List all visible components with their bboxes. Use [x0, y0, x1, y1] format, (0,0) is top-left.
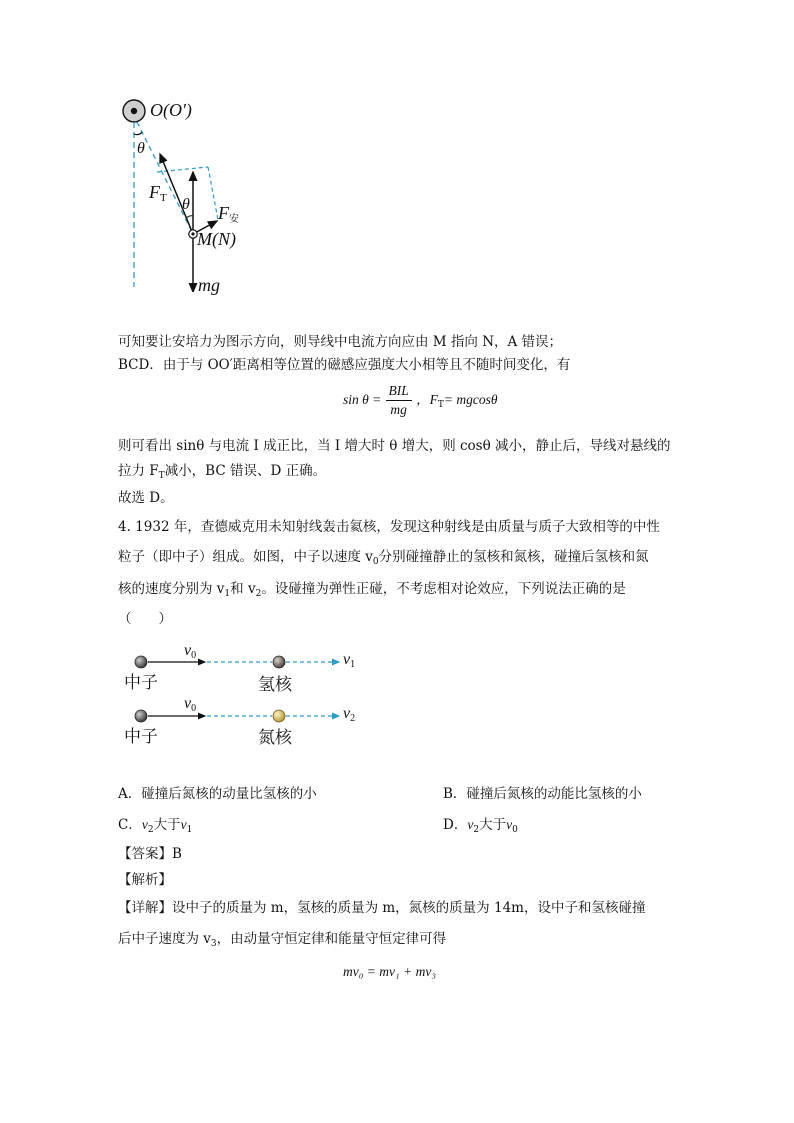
- ampere-label: $F_安$: [218, 203, 239, 225]
- point-label: M(N): [197, 229, 236, 249]
- answer-label: 【答案】B: [118, 846, 182, 862]
- text-line-3: 则可看出 sinθ 与电流 I 成正比，当 I 增大时 θ 增大，则 cosθ 减小，静止后，导线对悬线的: [118, 438, 671, 454]
- formula-1: sin θ = $\frac{\text{BIL}}{mg}$ ，$F_T= mgcos\theta$: [343, 383, 498, 417]
- nitrogen-label: 氮核: [258, 728, 292, 748]
- angle-arc-top: [134, 132, 142, 135]
- question-4-line-3: 核的速度分别为 $v_1$和 $v_2$。设碰撞为弹性正碰，不考虑相对论效应，下列说法正确的是: [118, 581, 626, 599]
- string-line: [137, 122, 193, 234]
- hydrogen-label: 氢核: [258, 675, 292, 695]
- text-line-5: 故选 D。: [118, 490, 174, 506]
- v0-label-1: $v_0$: [184, 642, 197, 661]
- angle-arc-mid: [186, 216, 193, 218]
- force-diagram: [110, 92, 270, 292]
- neutron-ball-1: [135, 656, 147, 668]
- option-d: D．$v_2$大于$v_0$: [443, 817, 518, 835]
- theta-top-label: θ: [137, 140, 145, 157]
- pivot-inner: [131, 108, 137, 114]
- v0-label-2: $v_0$: [184, 695, 197, 714]
- hydrogen-ball: [273, 656, 285, 668]
- question-4-blank: （ ）: [118, 611, 172, 627]
- text-line-4: 拉力 $F_T$减小，BC 错误、D 正确。: [118, 463, 327, 481]
- neutron-label-2: 中子: [124, 727, 158, 747]
- option-a: A．碰撞后氮核的动量比氢核的小: [118, 786, 317, 802]
- gravity-label: mg: [198, 275, 220, 295]
- text-line-1: 可知要让安培力为图示方向，则导线中电流方向应由 M 指向 N，A 错误；: [118, 334, 563, 350]
- pivot-label: O(O′): [150, 100, 192, 120]
- option-b: B．碰撞后氮核的动能比氢核的小: [443, 786, 642, 802]
- analysis-label: 【解析】: [118, 872, 172, 888]
- tension-label: $F_T$: [149, 182, 167, 204]
- detail-line-1: 【详解】设中子的质量为 m，氢核的质量为 m，氮核的质量为 14m，设中子和氢核碰撞: [118, 900, 646, 916]
- question-4-line-1: 4. 1932 年，查德威克用未知射线轰击氦核，发现这种射线是由质量与质子大致相等的中性: [118, 519, 660, 535]
- neutron-label-1: 中子: [124, 673, 158, 693]
- theta-mid-label: θ: [182, 196, 190, 213]
- text-line-2: BCD．由于与 OO′距离相等位置的磁感应强度大小相等且不随时间变化，有: [118, 357, 571, 373]
- detail-line-2: 后中子速度为 $v_3$，由动量守恒定律和能量守恒定律可得: [118, 931, 447, 949]
- collision-diagram: [125, 640, 375, 750]
- neutron-ball-2: [135, 710, 147, 722]
- option-c: C．$v_2$大于$v_1$: [118, 817, 193, 835]
- v2-label: $v_2$: [343, 705, 356, 724]
- nitrogen-ball: [273, 710, 285, 722]
- v1-label: $v_1$: [343, 651, 356, 670]
- question-4-line-2: 粒子（即中子）组成。如图，中子以速度 $v_0$分别碰撞静止的氢核和氮核，碰撞后氢核和氮: [118, 549, 649, 567]
- momentum-equation: mv₀ = mv₁ + mv₃: [343, 964, 437, 979]
